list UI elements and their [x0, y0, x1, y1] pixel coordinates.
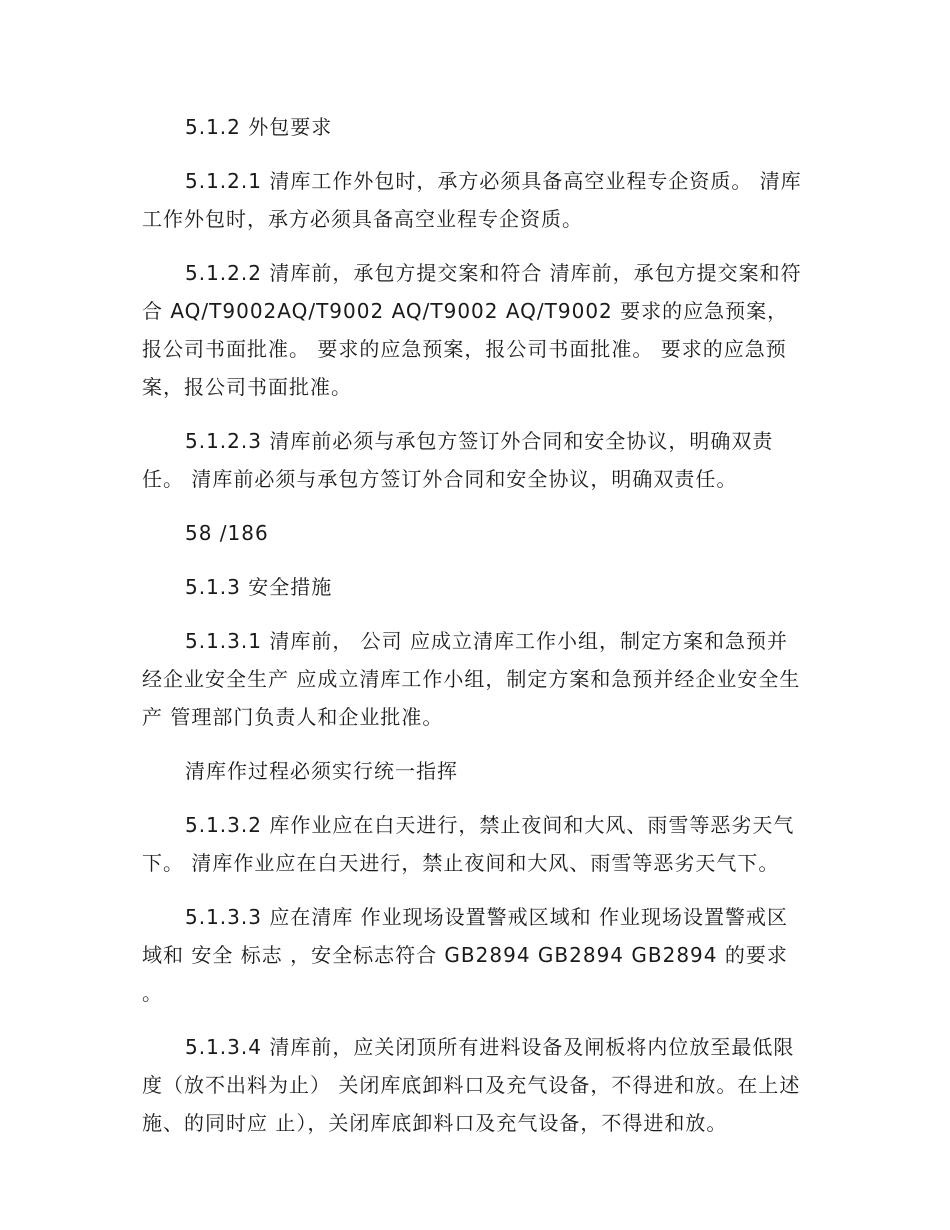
- paragraph-5-1-2-2: 5.1.2.2 清库前，承包方提交案和符合 清库前，承包方提交案和符合 AQ/T9002AQ/T9002 AQ/T9002 AQ/T9002 要求的应急预案，报公司书面批准。 要求的应急预案，报公司书面批准。 要求的应急预案，报公司书面批准。: [142, 261, 802, 399]
- paragraph-unified-command: 清库作过程必须实行统一指挥: [185, 759, 458, 783]
- section-heading-5-1-3: 5.1.3 安全措施: [185, 575, 333, 599]
- page-number: 58 /186: [185, 521, 269, 545]
- section-heading-5-1-2: 5.1.2 外包要求: [185, 115, 333, 139]
- paragraph-5-1-3-3: 5.1.3.3 应在清库 作业现场设置警戒区域和 作业现场设置警戒区域和 安全 标志 ，安全标志符合 GB2894 GB2894 GB2894 的要求 。: [142, 905, 789, 1005]
- paragraph-5-1-3-2: 5.1.3.2 库作业应在白天进行，禁止夜间和大风、雨雪等恶劣天气下。 清库作业应在白天进行，禁止夜间和大风、雨雪等恶劣天气下。: [142, 813, 795, 875]
- paragraph-5-1-2-1: 5.1.2.1 清库工作外包时，承方必须具备高空业程专企资质。 清库工作外包时，承方必须具备高空业程专企资质。: [142, 169, 802, 231]
- paragraph-5-1-3-1: 5.1.3.1 清库前， 公司 应成立清库工作小组，制定方案和急预并经企业安全生产 应成立清库工作小组，制定方案和急预并经企业安全生产 管理部门负责人和企业批准。: [142, 629, 801, 729]
- paragraph-5-1-2-3: 5.1.2.3 清库前必须与承包方签订外合同和安全协议，明确双责任。 清库前必须与承包方签订外合同和安全协议，明确双责任。: [142, 429, 774, 491]
- paragraph-5-1-3-4: 5.1.3.4 清库前，应关闭顶所有进料设备及闸板将内位放至最低限度（放不出料为止） 关闭库底卸料口及充气设备，不得进和放。在上述施、的同时应 止），关闭库底卸料口及充气设备，不得进和放。: [142, 1035, 801, 1135]
- document-body: [142, 108, 808, 1158]
